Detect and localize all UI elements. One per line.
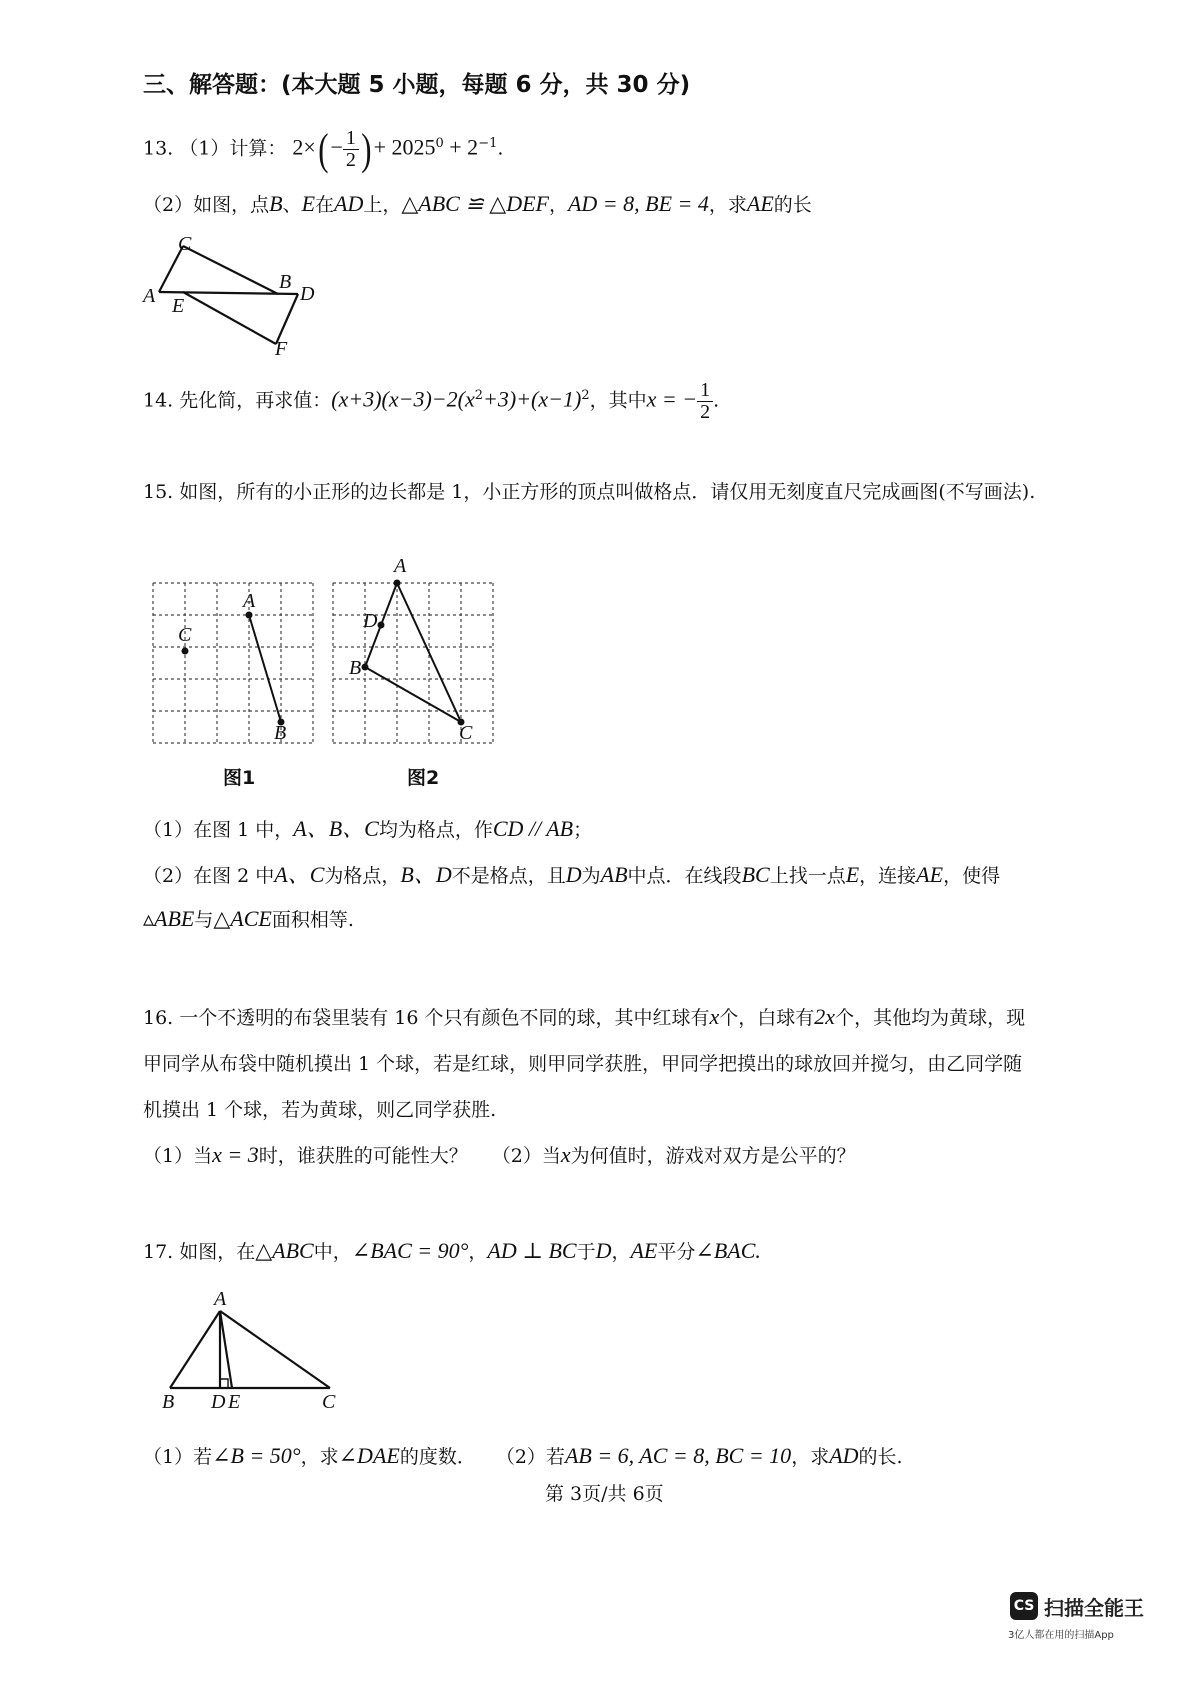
segment-AB bbox=[170, 1311, 220, 1388]
q17-label-E: E bbox=[228, 1391, 241, 1413]
q15-var: CD // AB bbox=[492, 816, 574, 841]
label-A: A bbox=[143, 285, 156, 307]
q13-p2-text: ，求 bbox=[708, 194, 747, 216]
right-angle-mark bbox=[220, 1379, 228, 1388]
q15-text: ，使得 bbox=[943, 865, 1001, 887]
q13-fraction: $\frac{1}{2}$ bbox=[343, 128, 359, 171]
q16-var: x bbox=[709, 1004, 720, 1029]
q15-text: 上找一点 bbox=[769, 865, 846, 887]
q17-label-B: B bbox=[162, 1391, 175, 1413]
fig2-label-C: C bbox=[459, 722, 473, 744]
q17-questions bbox=[143, 1442, 903, 1469]
q14-number: 14. bbox=[143, 389, 174, 412]
q17-var: AD ⊥ BC bbox=[487, 1238, 577, 1263]
q14-expr: +3)+(x−1) bbox=[483, 386, 582, 412]
watermark-title: 扫描全能王 bbox=[1044, 1596, 1144, 1620]
q15-text: ； bbox=[573, 819, 593, 841]
q13-p2-congruence: △ABC ≌ △DEF bbox=[401, 191, 549, 216]
q13-end: . bbox=[497, 137, 504, 160]
q15-text: 为 bbox=[581, 865, 601, 887]
q13-expr-a: 2× bbox=[292, 134, 316, 160]
q15-text: （1）在图 1 中， bbox=[143, 819, 294, 841]
q17-text: ， bbox=[468, 1241, 488, 1263]
q15-text: 为格点， bbox=[324, 865, 401, 887]
q16-var: x bbox=[560, 1142, 571, 1167]
minus-sign: − bbox=[330, 134, 343, 160]
q13-part1-label: （1）计算： bbox=[179, 137, 287, 160]
label-B: B bbox=[279, 271, 292, 293]
q13-p2-text: 的长 bbox=[773, 194, 812, 216]
q15-var: AE bbox=[916, 862, 944, 887]
q13-p2-text: 在 bbox=[315, 194, 335, 216]
q17-var: AB = 6, AC = 8, BC = 10 bbox=[564, 1443, 792, 1468]
fig1-label-C: C bbox=[178, 624, 192, 646]
q13-number: 13. bbox=[143, 137, 174, 160]
q17-text: 中， bbox=[313, 1241, 352, 1263]
q17-text: （1）若 bbox=[143, 1446, 213, 1468]
q13-p2-text: ， bbox=[548, 194, 568, 216]
q16-line2: 甲同学从布袋中随机摸出 1 个球，若是红球，则甲同学获胜，甲同学把摸出的球放回并搅匀，由乙同学随 bbox=[143, 1053, 1023, 1075]
q15-var: △ACE bbox=[213, 906, 272, 931]
label-F: F bbox=[275, 338, 288, 360]
q16-line3: 机摸出 1 个球，若为黄球，则乙同学获胜. bbox=[143, 1099, 497, 1121]
q15-text: 中点．在线段 bbox=[627, 865, 742, 887]
q13-exp0: 0 bbox=[435, 136, 444, 152]
q13-p2-var: AD bbox=[334, 191, 364, 216]
q16-text: 为何值时，游戏对双方是公平的？ bbox=[570, 1145, 856, 1167]
q13-expr-b: + 2025 bbox=[373, 134, 436, 160]
q16-text: 个，白球有 bbox=[719, 1007, 815, 1029]
q15-intro: 15. 如图，所有的小正形的边长都是 1，小正方形的顶点叫做格点．请仅用无刻度直尺完成画图(不写画法). bbox=[143, 481, 1036, 503]
q15-text: 与 bbox=[194, 909, 214, 931]
q16-var: x = 3 bbox=[212, 1142, 259, 1167]
q17-var: AD bbox=[829, 1443, 859, 1468]
label-C: C bbox=[178, 233, 192, 255]
q13-p2-text: 、 bbox=[282, 194, 302, 216]
q17-label-A: A bbox=[214, 1288, 227, 1310]
q17-text: 于 bbox=[576, 1241, 596, 1263]
q17-var: ∠B = 50° bbox=[212, 1443, 301, 1468]
q15-var: ▵ABE bbox=[143, 906, 195, 931]
q13-expr-c: + 2 bbox=[443, 134, 479, 160]
q14-sup: 2 bbox=[581, 388, 590, 404]
q17-var: ∠DAE bbox=[338, 1443, 400, 1468]
q16-text: 16. 一个不透明的布袋里装有 16 个只有颜色不同的球，其中红球有 bbox=[143, 1007, 710, 1029]
fig2-label-D: D bbox=[363, 610, 378, 632]
fig2-label-B: B bbox=[349, 657, 362, 679]
label-E: E bbox=[172, 295, 185, 317]
q16-text: （1）当 bbox=[143, 1145, 213, 1167]
q15-text: 面积相等. bbox=[271, 909, 354, 931]
q13-p2-var: B bbox=[269, 191, 283, 216]
q15-text: 不是格点，且 bbox=[451, 865, 566, 887]
q15-var: E bbox=[845, 862, 860, 887]
q14-fraction: $\frac{1}{2}$ bbox=[697, 380, 713, 423]
q17-text: ，求 bbox=[791, 1446, 830, 1468]
q17-text: 17. 如图，在 bbox=[143, 1241, 256, 1263]
fig2-label-A: A bbox=[394, 555, 407, 577]
q16-text: （2）当 bbox=[491, 1145, 561, 1167]
q13-p2-text: 上， bbox=[363, 194, 402, 216]
q15-text: ，连接 bbox=[859, 865, 917, 887]
paren-right: ) bbox=[361, 125, 372, 174]
paren-left: ( bbox=[318, 125, 329, 174]
q15-var: AB bbox=[600, 862, 628, 887]
q17-label-D: D bbox=[211, 1391, 226, 1413]
q14-expr: (x+3)(x−3)−2(x bbox=[331, 386, 475, 412]
q17-var: D bbox=[595, 1238, 612, 1263]
segment-AE bbox=[220, 1311, 232, 1388]
q17-text: ， bbox=[611, 1241, 631, 1263]
q13-p2-var: AE bbox=[746, 191, 774, 216]
q16-text: 个，其他均为黄球，现 bbox=[835, 1007, 1026, 1029]
fig1-label-B: B bbox=[274, 722, 287, 744]
q17-var: ∠BAC = 90° bbox=[351, 1238, 469, 1263]
q14-sup: 2 bbox=[474, 388, 484, 404]
q13-exp1: −1 bbox=[478, 136, 498, 152]
q15-var: B、D bbox=[400, 862, 452, 887]
q16-var: 2x bbox=[814, 1004, 836, 1029]
q15-var: D bbox=[565, 862, 582, 887]
q17-text: 的度数． bbox=[399, 1446, 476, 1468]
q14-text: ，其中 bbox=[589, 389, 647, 412]
q13-p2-var: E bbox=[301, 191, 316, 216]
q14-text: 先化简，再求值： bbox=[179, 389, 332, 412]
q14-end: . bbox=[713, 389, 720, 412]
q17-text: ，求 bbox=[300, 1446, 339, 1468]
q17-var: ∠BAC. bbox=[695, 1238, 761, 1263]
section-title: 三、解答题：(本大题 5 小题，每题 6 分，共 30 分) bbox=[143, 72, 691, 98]
q14-x-value: x = − bbox=[646, 386, 698, 412]
fig1-label-A: A bbox=[243, 590, 256, 612]
q13-p2-text: （2）如图，点 bbox=[143, 194, 270, 216]
q17-var: AE bbox=[630, 1238, 658, 1263]
segment-AC bbox=[220, 1311, 330, 1388]
q15-var: A、B、C bbox=[293, 816, 379, 841]
q15-text: 均为格点，作 bbox=[378, 819, 493, 841]
q16-text: 时，谁获胜的可能性大？ bbox=[258, 1145, 468, 1167]
label-D: D bbox=[300, 283, 315, 305]
camscanner-logo: CS bbox=[1010, 1592, 1038, 1620]
page-footer: 第 3页/共 6页 bbox=[545, 1483, 664, 1505]
q17-text: 平分 bbox=[657, 1241, 696, 1263]
q17-var: △ABC bbox=[255, 1238, 314, 1263]
q17-label-C: C bbox=[322, 1391, 336, 1413]
q17-text: 的长. bbox=[858, 1446, 903, 1468]
q15-var: BC bbox=[741, 862, 770, 887]
fig2-caption: 图2 bbox=[407, 767, 440, 789]
q15-text: （2）在图 2 中 bbox=[143, 865, 275, 887]
fig1-caption: 图1 bbox=[223, 767, 256, 789]
watermark-subtitle: 3亿人都在用的扫描App bbox=[1008, 1630, 1114, 1641]
q17-text: （2）若 bbox=[495, 1446, 565, 1468]
q15-var: A、C bbox=[274, 862, 325, 887]
q13-p2-given: AD = 8, BE = 4 bbox=[567, 191, 709, 216]
